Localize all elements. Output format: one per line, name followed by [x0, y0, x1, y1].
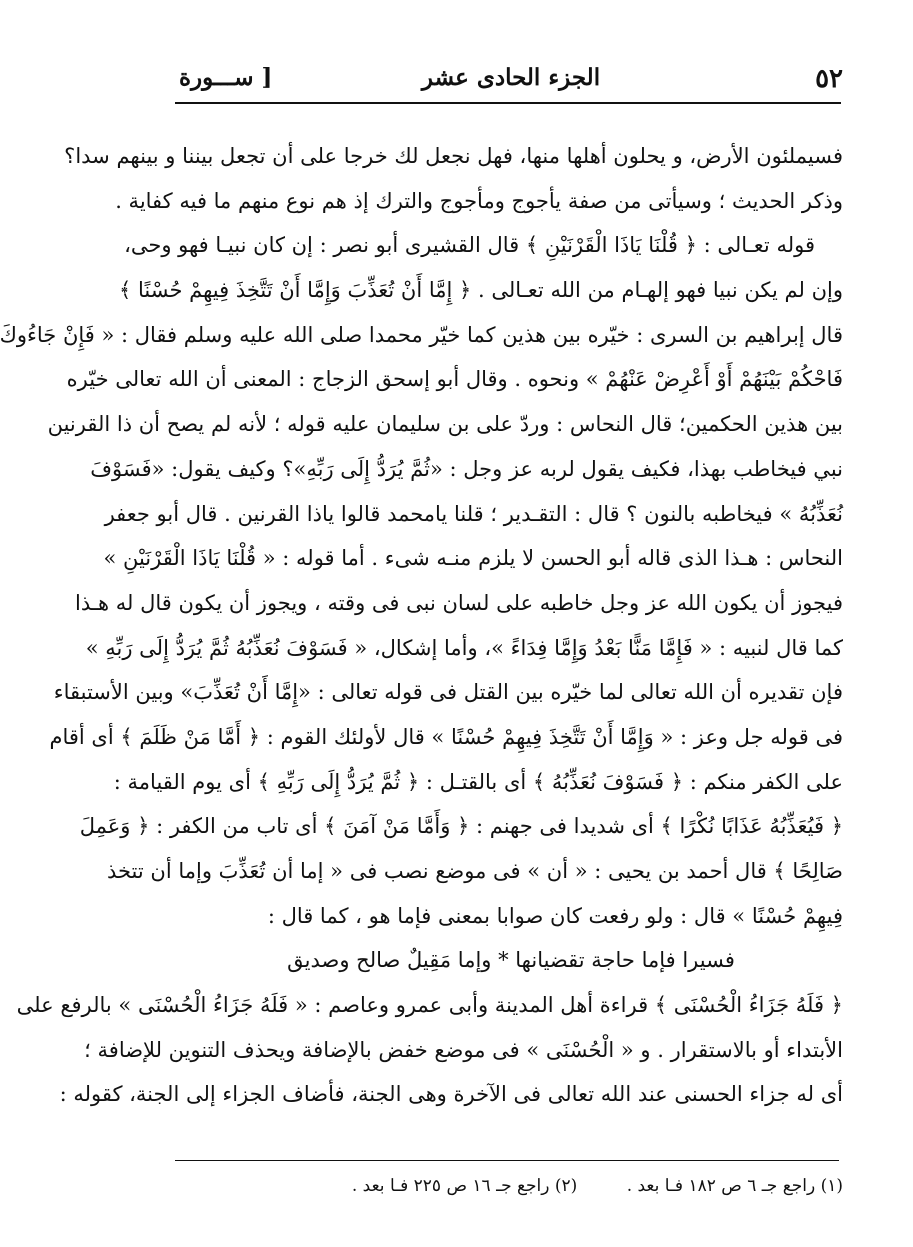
text-line: وذكر الحديث ؛ وسيأتى من صفة يأجوج ومأجوج والترك إذ هم نوع منهم ما فيه كفاية .: [115, 188, 843, 213]
page-number: ٥٢: [815, 64, 843, 94]
text-line: النحاس : هـذا الذى قاله أبو الحسن لا يلزم منـه شىء . أما قوله : « قُلْنَا يَاذَا الْقَرْنَيْنِ »: [103, 546, 843, 571]
text-line: على الكفر منكم : ﴿ فَسَوْفَ نُعَذِّبُهُ ﴾ أى بالقتـل : ﴿ ثُمَّ يُرَدُّ إِلَى رَبِّهِ ﴾ أى يوم القيامة :: [113, 769, 843, 794]
text-line: فى قوله جل وعز : « وَإِمَّا أَنْ تَتَّخِذَ فِيهِمْ حُسْنًا » قال لأولئك القوم : ﴿ أَمَّا مَنْ ظَلَمَ ﴾ أى أقام: [49, 724, 843, 749]
text-line: قوله تعـالى : ﴿ قُلْنَا يَاذَا الْقَرْنَيْنِ ﴾ قال القشيرى أبو نصر : إن كان نبيـا فهو وحى،: [124, 233, 815, 258]
text-line: فسيملئون الأرض، و يحلون أهلها منها، فهل نجعل لك خرجا على أن تجعل بيننا و بينهم سدا؟: [64, 144, 843, 168]
text-line: أى له جزاء الحسنى عند الله تعالى فى الآخرة وهى الجنة، فأضاف الجزاء إلى الجنة، كقوله :: [59, 1082, 843, 1107]
footnote-rule: [175, 1160, 839, 1161]
running-title: الجزء الحادى عشر: [421, 64, 601, 91]
text-line: صَالِحًا ﴾ قال أحمد بن يحيى : « أن » فى موضع نصب فى « إما أن تُعَذِّبَ وإما أن تتخذ: [106, 859, 843, 883]
footnote-2: (٢) راجع جـ ١٦ ص ٢٢٥ فـا بعد .: [351, 1176, 578, 1196]
text-line: بين هذين الحكمين؛ قال النحاس : وردّ على بن سليمان عليه قوله ؛ لأنه لم يصح أن ذا القرنين: [47, 412, 843, 437]
body-text: [0, 134, 843, 1117]
text-line: قال إبراهيم بن السرى : خيّره بين هذين كما خيّر محمدا صلى الله عليه وسلم فقال : « فَإِنْ جَاءُوكَ: [0, 322, 843, 347]
text-line: الأبتداء أو بالاستقرار . و « الْحُسْنَى » فى موضع خفض بالإضافة ويحذف التنوين للإضافة ؛: [84, 1037, 843, 1062]
header-rule: [175, 102, 841, 104]
text-line: نُعَذِّبُهُ » فيخاطبه بالنون ؟ قال : التقـدير ؛ قلنا يامحمد قالوا ياذا القرنين . قال أبو جعفر: [104, 501, 843, 526]
footnote-1: (١) راجع جـ ٦ ص ١٨٢ فـا بعد .: [626, 1176, 843, 1196]
text-line: فيجوز أن يكون الله عز وجل خاطبه على لسان نبى فى وقته ، ويجوز أن يكون قال له هـذا: [75, 590, 843, 615]
text-line: وإن لم يكن نبيا فهو إلهـام من الله تعـالى . ﴿ إِمَّا أَنْ تُعَذِّبَ وَإِمَّا أَنْ تَتَّخِذَ فِيهِمْ حُسْنًا ﴾: [119, 278, 843, 303]
surah-label: [ ســـورة: [179, 64, 273, 91]
poetry-verse: فسيرا فإما حاجة تقضيانها * وإما مَقِيلٌ صالح وصديق: [287, 948, 735, 973]
text-line: كما قال لنبيه : « فَإِمَّا مَنًّا بَعْدُ وَإِمَّا فِدَاءً »، وأما إشكال، « فَسَوْفَ نُعَذِّبُهُ ثُمَّ يُرَدُّ إِلَى رَبِّهِ »: [85, 635, 843, 660]
text-line: ﴿ فَلَهُ جَزَاءُ الْحُسْنَى ﴾ قراءة أهل المدينة وأبى عمرو وعاصم : « فَلَهُ جَزَاءُ الْحُسْنَى » بالرفع على: [16, 993, 843, 1018]
text-line: فإن تقديره أن الله تعالى لما خيّره بين القتل فى قوله تعالى : «إِمَّا أَنْ تُعَذِّبَ» وبين الأستبقاء: [53, 680, 843, 705]
footnotes: [179, 1172, 843, 1200]
text-line: نبي فيخاطب بهذا، فكيف يقول لربه عز وجل : «ثُمَّ يُرَدُّ إِلَى رَبِّهِ»؟ وكيف يقول: «فَسَوْفَ: [90, 456, 843, 481]
text-line: فِيهِمْ حُسْنًا » قال : ولو رفعت كان صوابا بمعنى فإما هو ، كما قال :: [267, 903, 843, 928]
text-line: ﴿ فَيُعَذِّبُهُ عَذَابًا نُكْرًا ﴾ أى شديدا فى جهنم : ﴿ وَأَمَّا مَنْ آمَنَ ﴾ أى تاب من الكفر : ﴿ وَعَمِلَ: [79, 814, 843, 839]
text-line: فَاحْكُمْ بَيْنَهُمْ أَوْ أَعْرِضْ عَنْهُمْ » ونحوه . وقال أبو إسحق الزجاج : المعنى أن الله تعالى خيّره: [66, 367, 843, 392]
page-header: [179, 58, 843, 98]
